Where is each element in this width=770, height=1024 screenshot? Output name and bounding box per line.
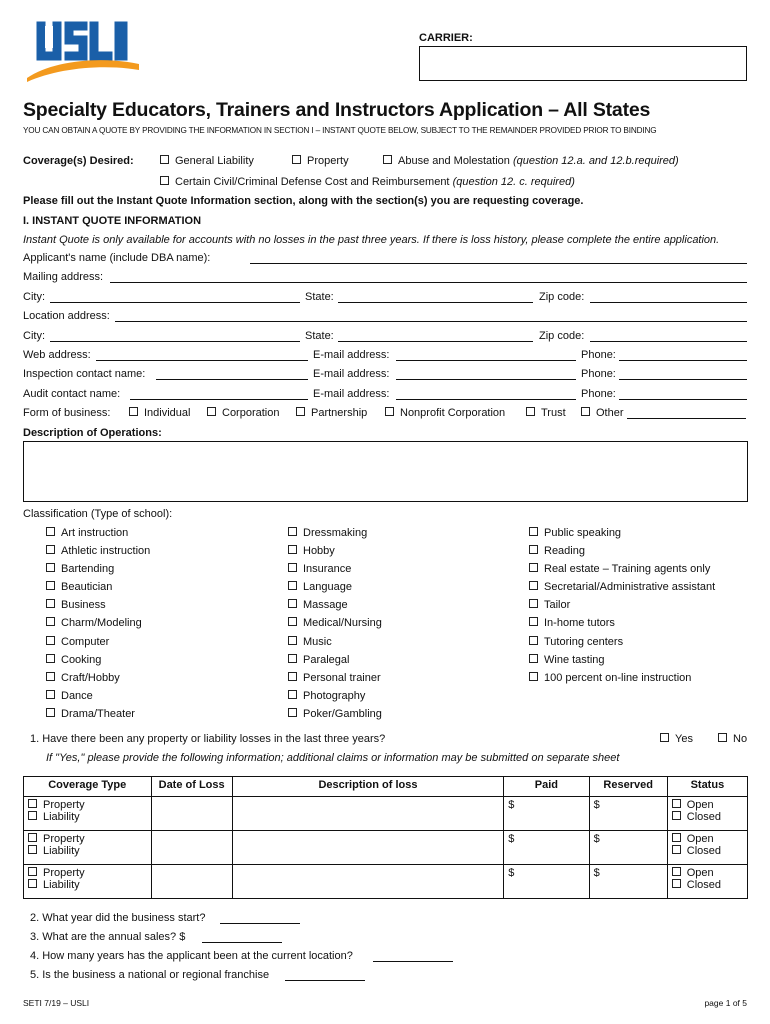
classification-item-label: Tutoring centers <box>544 635 624 648</box>
form-trust[interactable] <box>526 407 566 419</box>
usli-logo <box>23 20 141 82</box>
question-4: 4. How many years has the applicant been at the current location? <box>30 950 353 962</box>
zip-label: Zip code: <box>539 291 585 303</box>
classification-item-label: Drama/Theater <box>61 707 135 720</box>
checkbox-icon[interactable] <box>28 867 37 876</box>
classification-item[interactable] <box>46 654 150 672</box>
audit-field[interactable] <box>130 399 308 400</box>
form-partnership[interactable] <box>296 407 367 419</box>
carrier-label: CARRIER: <box>419 32 473 44</box>
checkbox-icon[interactable] <box>288 690 297 699</box>
status-closed-option[interactable] <box>672 811 743 823</box>
checkbox-icon[interactable] <box>672 845 681 854</box>
status-open-option[interactable] <box>672 833 743 845</box>
classification-item[interactable] <box>46 545 150 563</box>
coverage-abuse-label: Abuse and Molestation <box>398 155 510 167</box>
reserved-cell[interactable] <box>589 831 667 865</box>
form-other-label: Other <box>596 407 624 419</box>
dollar-sign: $ <box>593 867 600 879</box>
page-subtitle: YOU CAN OBTAIN A QUOTE BY PROVIDING THE INFORMATION IN SECTION I – INSTANT QUOTE BELOW, SUBJECT TO THE REMAINDER PROVIDED PRIOR TO BINDING <box>23 126 657 135</box>
section-heading: I. INSTANT QUOTE INFORMATION <box>23 215 202 227</box>
state-label-2: State: <box>305 330 334 342</box>
header-reserved: Reserved <box>589 777 667 797</box>
classification-item[interactable] <box>529 563 715 581</box>
header-date-of-loss: Date of Loss <box>151 777 232 797</box>
phone-field-3[interactable] <box>619 399 747 400</box>
question-5: 5. Is the business a national or regional franchise <box>30 969 270 981</box>
coverage-liability-option-label: Liability <box>43 879 80 891</box>
checkbox-icon[interactable] <box>129 407 138 416</box>
checkbox-icon[interactable] <box>529 599 538 608</box>
checkbox-icon[interactable] <box>288 654 297 663</box>
checkbox-icon[interactable] <box>46 545 55 554</box>
status-closed-option-label: Closed <box>686 879 721 891</box>
loss-table <box>23 776 748 899</box>
classification-item-label: Real estate – Training agents only <box>544 563 711 576</box>
checkbox-icon[interactable] <box>288 708 297 717</box>
classification-item-label: In-home tutors <box>544 617 615 630</box>
checkbox-icon[interactable] <box>288 563 297 572</box>
state-field[interactable] <box>338 302 533 303</box>
coverage-liability-option-label: Liability <box>43 845 80 857</box>
classification-item-label: 100 percent on-line instruction <box>544 671 692 684</box>
classification-item-label: Public speaking <box>544 527 622 539</box>
checkbox-icon[interactable] <box>526 407 535 416</box>
form-individual-label: Individual <box>144 407 191 419</box>
coverage-liability-option[interactable] <box>28 811 147 823</box>
zip-field-2[interactable] <box>590 341 747 342</box>
status-closed-option[interactable] <box>672 879 743 891</box>
phone-label-2: Phone: <box>581 368 616 380</box>
checkbox-icon[interactable] <box>46 636 55 645</box>
date-of-loss-cell[interactable] <box>151 831 232 865</box>
checkbox-icon[interactable] <box>529 636 538 645</box>
classification-item-label: Photography <box>303 689 366 702</box>
classification-item-label: Charm/Modeling <box>61 617 142 630</box>
question-3: 3. What are the annual sales? $ <box>30 931 186 943</box>
coverage-type-cell <box>24 831 152 865</box>
description-label: Description of Operations: <box>23 427 162 439</box>
phone-field[interactable] <box>619 360 747 361</box>
city-label-2: City: <box>23 330 45 342</box>
mailing-label: Mailing address: <box>23 271 104 283</box>
description-field[interactable] <box>23 441 748 502</box>
header-paid: Paid <box>504 777 589 797</box>
classification-item-label: Beautician <box>61 581 113 594</box>
status-closed-option[interactable] <box>672 845 743 857</box>
coverage-civil[interactable] <box>160 176 575 188</box>
instant-quote-note: Instant Quote is only available for accounts with no losses in the past three years. If there is loss history, please complete the entire application. <box>23 234 720 246</box>
classification-item-label: Reading <box>544 545 585 558</box>
checkbox-icon[interactable] <box>46 690 55 699</box>
phone-label: Phone: <box>581 349 616 361</box>
checkbox-icon[interactable] <box>288 636 297 645</box>
header-status: Status <box>667 777 747 797</box>
loss-table-header <box>24 777 748 797</box>
status-cell <box>667 831 747 865</box>
classification-item-label: Massage <box>303 599 348 612</box>
checkbox-icon[interactable] <box>207 407 216 416</box>
coverage-property-option-label: Property <box>43 833 85 845</box>
location-label: Location address: <box>23 310 110 322</box>
classification-item[interactable] <box>529 636 715 654</box>
q2-field[interactable] <box>220 923 300 924</box>
checkbox-icon[interactable] <box>46 617 55 626</box>
status-open-option-label: Open <box>686 833 714 845</box>
q1-yes[interactable] <box>660 733 693 745</box>
form-nonprofit-label: Nonprofit Corporation <box>400 407 506 419</box>
coverage-property-option-label: Property <box>43 867 85 879</box>
classification-item-label: Business <box>61 599 106 612</box>
coverage-liability-option-label: Liability <box>43 811 80 823</box>
classification-item-label: Music <box>303 635 332 648</box>
q1-yes-label: Yes <box>675 733 693 745</box>
city-field[interactable] <box>50 302 300 303</box>
coverage-abuse-note: (question 12.a. and 12.b.required) <box>512 155 679 167</box>
checkbox-icon[interactable] <box>383 155 392 164</box>
status-open-option[interactable] <box>672 799 743 811</box>
classification-col-1 <box>46 527 150 726</box>
audit-label: Audit contact name: <box>23 388 121 400</box>
table-row <box>24 865 748 899</box>
status-cell <box>667 865 747 899</box>
checkbox-icon[interactable] <box>28 833 37 842</box>
applicant-label: Applicant's name (include DBA name): <box>23 252 211 264</box>
description-cell[interactable] <box>232 831 504 865</box>
coverage-label: Coverage(s) Desired: <box>23 155 134 167</box>
classification-item[interactable] <box>288 654 382 672</box>
paid-cell[interactable] <box>504 865 589 899</box>
coverage-general-liability[interactable] <box>160 155 254 167</box>
page-title: Specialty Educators, Trainers and Instructors Application – All States <box>23 99 651 121</box>
inspection-field[interactable] <box>156 379 308 380</box>
q1-no[interactable] <box>718 733 747 745</box>
checkbox-icon[interactable] <box>529 672 538 681</box>
header-coverage-type: Coverage Type <box>24 777 152 797</box>
carrier-field[interactable] <box>419 46 747 81</box>
reserved-cell[interactable] <box>589 865 667 899</box>
classification-item[interactable] <box>46 563 150 581</box>
classification-item-label: Dressmaking <box>303 527 368 539</box>
checkbox-icon[interactable] <box>672 811 681 820</box>
coverage-type-cell <box>24 797 152 831</box>
zip-field[interactable] <box>590 302 747 303</box>
classification-item[interactable] <box>46 527 150 545</box>
classification-item[interactable] <box>529 599 715 617</box>
form-corporation-label: Corporation <box>222 407 280 419</box>
classification-item[interactable] <box>46 672 150 690</box>
header-description: Description of loss <box>232 777 504 797</box>
checkbox-icon[interactable] <box>672 833 681 842</box>
classification-item-label: Computer <box>61 635 110 648</box>
classification-item-label: Hobby <box>303 545 335 558</box>
coverage-property[interactable] <box>292 155 349 167</box>
classification-item[interactable] <box>46 581 150 599</box>
checkbox-icon[interactable] <box>46 581 55 590</box>
date-of-loss-cell[interactable] <box>151 797 232 831</box>
classification-item[interactable] <box>529 527 715 545</box>
dollar-sign: $ <box>508 867 515 879</box>
classification-item-label: Paralegal <box>303 653 350 666</box>
coverage-property-option[interactable] <box>28 799 147 811</box>
classification-col-3 <box>529 527 715 690</box>
checkbox-icon[interactable] <box>28 799 37 808</box>
city-field-2[interactable] <box>50 341 300 342</box>
status-open-option-label: Open <box>686 867 714 879</box>
checkbox-icon[interactable] <box>288 527 297 536</box>
classification-item[interactable] <box>288 690 382 708</box>
checkbox-icon[interactable] <box>529 654 538 663</box>
state-field-2[interactable] <box>338 341 533 342</box>
footer-page-number: page 1 of 5 <box>704 998 747 1008</box>
applicant-field[interactable] <box>250 263 747 264</box>
classification-item-label: Athletic instruction <box>61 545 151 558</box>
classification-item[interactable] <box>288 708 382 726</box>
classification-item[interactable] <box>46 599 150 617</box>
classification-item[interactable] <box>288 545 382 563</box>
checkbox-icon[interactable] <box>718 733 727 742</box>
classification-item[interactable] <box>529 581 715 599</box>
checkbox-icon[interactable] <box>385 407 394 416</box>
classification-item-label: Insurance <box>303 563 352 576</box>
status-closed-option-label: Closed <box>686 845 721 857</box>
classification-item[interactable] <box>46 617 150 635</box>
coverage-property-label: Property <box>307 155 349 167</box>
checkbox-icon[interactable] <box>529 617 538 626</box>
form-other[interactable] <box>581 407 624 419</box>
checkbox-icon[interactable] <box>660 733 669 742</box>
dollar-sign: $ <box>593 833 600 845</box>
classification-item-label: Wine tasting <box>544 653 605 666</box>
fill-note: Please fill out the Instant Quote Information section, along with the section(s) you are requesting coverage. <box>23 195 584 207</box>
classification-label: Classification (Type of school): <box>23 508 173 520</box>
status-open-option-label: Open <box>686 799 714 811</box>
checkbox-icon[interactable] <box>672 879 681 888</box>
checkbox-icon[interactable] <box>672 867 681 876</box>
form-trust-label: Trust <box>541 407 566 419</box>
classification-item[interactable] <box>529 672 715 690</box>
classification-item-label: Poker/Gambling <box>303 707 382 720</box>
checkbox-icon[interactable] <box>46 563 55 572</box>
paid-cell[interactable] <box>504 797 589 831</box>
form-corporation[interactable] <box>207 407 279 419</box>
email-field-2[interactable] <box>396 379 576 380</box>
classification-item-label: Art instruction <box>61 527 129 539</box>
classification-item[interactable] <box>46 708 150 726</box>
checkbox-icon[interactable] <box>529 563 538 572</box>
checkbox-icon[interactable] <box>529 581 538 590</box>
mailing-field[interactable] <box>110 282 747 283</box>
coverage-abuse[interactable] <box>383 155 679 167</box>
q1-no-label: No <box>733 733 748 745</box>
dollar-sign: $ <box>508 799 515 811</box>
q4-field[interactable] <box>373 961 453 962</box>
footer-form-id: SETI 7/19 – USLI <box>23 998 90 1008</box>
checkbox-icon[interactable] <box>28 811 37 820</box>
classification-item[interactable] <box>46 690 150 708</box>
form-nonprofit[interactable] <box>385 407 505 419</box>
coverage-property-option[interactable] <box>28 867 147 879</box>
checkbox-icon[interactable] <box>46 672 55 681</box>
coverage-general-liability-label: General Liability <box>175 155 254 167</box>
status-cell <box>667 797 747 831</box>
checkbox-icon[interactable] <box>672 799 681 808</box>
checkbox-icon[interactable] <box>28 879 37 888</box>
reserved-cell[interactable] <box>589 797 667 831</box>
classification-item-label: Secretarial/Administrative assistant <box>544 581 716 594</box>
checkbox-icon[interactable] <box>296 407 305 416</box>
checkbox-icon[interactable] <box>288 581 297 590</box>
classification-col-2 <box>288 527 382 726</box>
coverage-type-cell <box>24 865 152 899</box>
question-1: 1. Have there been any property or liability losses in the last three years? <box>30 733 386 745</box>
checkbox-icon[interactable] <box>529 527 538 536</box>
q5-field[interactable] <box>285 980 365 981</box>
inspection-label: Inspection contact name: <box>23 368 146 380</box>
form-of-business-label: Form of business: <box>23 407 111 419</box>
city-label: City: <box>23 291 45 303</box>
description-cell[interactable] <box>232 865 504 899</box>
description-cell[interactable] <box>232 797 504 831</box>
checkbox-icon[interactable] <box>28 845 37 854</box>
classification-item[interactable] <box>529 617 715 635</box>
table-row <box>24 831 748 865</box>
paid-cell[interactable] <box>504 831 589 865</box>
classification-item[interactable] <box>288 527 382 545</box>
location-field[interactable] <box>115 321 747 322</box>
classification-item[interactable] <box>529 654 715 672</box>
classification-item-label: Medical/Nursing <box>303 617 382 630</box>
web-field[interactable] <box>96 360 308 361</box>
coverage-liability-option[interactable] <box>28 879 147 891</box>
web-label: Web address: <box>23 349 91 361</box>
table-row <box>24 797 748 831</box>
coverage-liability-option[interactable] <box>28 845 147 857</box>
email-label: E-mail address: <box>313 349 390 361</box>
email-field[interactable] <box>396 360 576 361</box>
classification-item-label: Cooking <box>61 653 102 666</box>
email-label-2: E-mail address: <box>313 368 390 380</box>
coverage-civil-label: Certain Civil/Criminal Defense Cost and Reimbursement <box>175 176 450 188</box>
dollar-sign: $ <box>508 833 515 845</box>
status-open-option[interactable] <box>672 867 743 879</box>
checkbox-icon[interactable] <box>292 155 301 164</box>
coverage-property-option[interactable] <box>28 833 147 845</box>
classification-item[interactable] <box>529 545 715 563</box>
checkbox-icon[interactable] <box>288 599 297 608</box>
classification-item[interactable] <box>46 636 150 654</box>
status-closed-option-label: Closed <box>686 811 721 823</box>
dollar-sign: $ <box>593 799 600 811</box>
coverage-civil-note: (question 12. c. required) <box>452 176 575 188</box>
state-label: State: <box>305 291 334 303</box>
classification-item-label: Dance <box>61 689 93 702</box>
checkbox-icon[interactable] <box>46 599 55 608</box>
question-2: 2. What year did the business start? <box>30 912 206 924</box>
checkbox-icon[interactable] <box>46 654 55 663</box>
classification-item[interactable] <box>288 672 382 690</box>
checkbox-icon[interactable] <box>160 176 169 185</box>
classification-item[interactable] <box>288 599 382 617</box>
classification-item-label: Bartending <box>61 563 115 576</box>
form-individual[interactable] <box>129 407 190 419</box>
phone-label-3: Phone: <box>581 388 616 400</box>
phone-field-2[interactable] <box>619 379 747 380</box>
zip-label-2: Zip code: <box>539 330 585 342</box>
logo-graphic <box>23 20 141 82</box>
email-field-3[interactable] <box>396 399 576 400</box>
checkbox-icon[interactable] <box>529 545 538 554</box>
coverage-property-option-label: Property <box>43 799 85 811</box>
date-of-loss-cell[interactable] <box>151 865 232 899</box>
classification-item[interactable] <box>288 563 382 581</box>
form-other-field[interactable] <box>627 418 746 419</box>
form-partnership-label: Partnership <box>311 407 368 419</box>
checkbox-icon[interactable] <box>581 407 590 416</box>
classification-item-label: Personal trainer <box>303 671 381 684</box>
q1-note: If "Yes," please provide the following information; additional claims or information may be submitted on separate sheet <box>46 752 620 764</box>
checkbox-icon[interactable] <box>288 545 297 554</box>
classification-item-label: Language <box>303 581 352 594</box>
classification-item-label: Craft/Hobby <box>61 671 120 684</box>
classification-item[interactable] <box>288 581 382 599</box>
q3-field[interactable] <box>202 942 282 943</box>
email-label-3: E-mail address: <box>313 388 390 400</box>
classification-item[interactable] <box>288 636 382 654</box>
checkbox-icon[interactable] <box>46 527 55 536</box>
classification-item[interactable] <box>288 617 382 635</box>
checkbox-icon[interactable] <box>288 617 297 626</box>
checkbox-icon[interactable] <box>288 672 297 681</box>
checkbox-icon[interactable] <box>46 708 55 717</box>
classification-item-label: Tailor <box>544 599 571 612</box>
checkbox-icon[interactable] <box>160 155 169 164</box>
